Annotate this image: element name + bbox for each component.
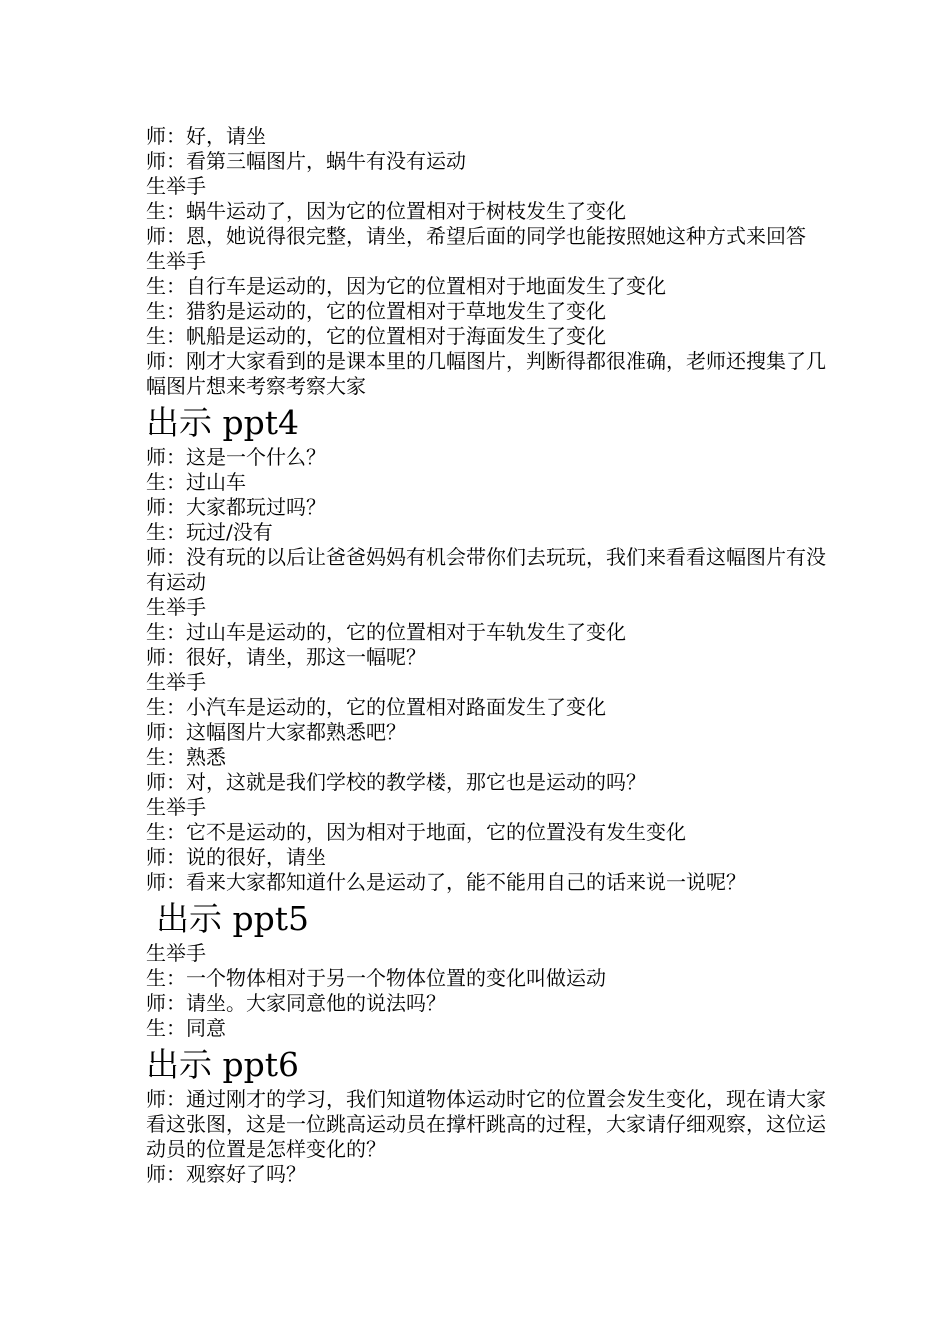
section-heading-ppt5: 出示 ppt5	[156, 899, 309, 938]
document-page	[146, 124, 826, 1187]
dialogue-line: 生：帆船是运动的，它的位置相对于海面发生了变化	[146, 324, 606, 348]
dialogue-line: 师：看第三幅图片，蜗牛有没有运动	[146, 149, 466, 173]
dialogue-line: 生：玩过/没有	[146, 520, 273, 544]
dialogue-line: 师：好，请坐	[146, 124, 266, 148]
dialogue-line: 师：通过刚才的学习，我们知道物体运动时它的位置会发生变化，现在请大家看这张图，这是一位跳高运动员在撑杆跳高的过程，大家请仔细观察，这位运动员的位置是怎样变化的？	[146, 1087, 826, 1161]
dialogue-line: 生：过山车	[146, 470, 246, 494]
dialogue-line: 师：没有玩的以后让爸爸妈妈有机会带你们去玩玩，我们来看看这幅图片有没有运动	[146, 545, 826, 594]
dialogue-line: 师：很好，请坐，那这一幅呢？	[146, 645, 426, 669]
dialogue-line: 师：这幅图片大家都熟悉吧？	[146, 720, 406, 744]
dialogue-line: 生：猎豹是运动的，它的位置相对于草地发生了变化	[146, 299, 606, 323]
dialogue-line: 师：观察好了吗？	[146, 1162, 306, 1186]
dialogue-line: 生：过山车是运动的，它的位置相对于车轨发生了变化	[146, 620, 626, 644]
dialogue-line: 生举手	[146, 941, 206, 965]
section-heading-ppt4: 出示 ppt4	[146, 403, 299, 442]
dialogue-line: 师：看来大家都知道什么是运动了，能不能用自己的话来说一说呢？	[146, 870, 746, 894]
dialogue-line: 生举手	[146, 249, 206, 273]
dialogue-line: 生举手	[146, 670, 206, 694]
dialogue-line: 生举手	[146, 595, 206, 619]
dialogue-line: 生：熟悉	[146, 745, 226, 769]
dialogue-line: 师：大家都玩过吗？	[146, 495, 326, 519]
dialogue-line: 师：恩，她说得很完整，请坐，希望后面的同学也能按照她这种方式来回答	[146, 224, 806, 248]
dialogue-line: 师：说的很好，请坐	[146, 845, 326, 869]
dialogue-line: 生举手	[146, 174, 206, 198]
dialogue-line: 生：一个物体相对于另一个物体位置的变化叫做运动	[146, 966, 606, 990]
dialogue-line: 生举手	[146, 795, 206, 819]
dialogue-line: 师：对，这就是我们学校的教学楼，那它也是运动的吗？	[146, 770, 646, 794]
section-heading-ppt6: 出示 ppt6	[146, 1045, 299, 1084]
dialogue-line: 生：它不是运动的，因为相对于地面，它的位置没有发生变化	[146, 820, 686, 844]
dialogue-line: 生：自行车是运动的，因为它的位置相对于地面发生了变化	[146, 274, 666, 298]
dialogue-line: 生：同意	[146, 1016, 226, 1040]
dialogue-line: 师：刚才大家看到的是课本里的几幅图片，判断得都很准确，老师还搜集了几幅图片想来考察考察大家	[146, 349, 826, 398]
dialogue-line: 师：这是一个什么？	[146, 445, 326, 469]
dialogue-line: 生：蜗牛运动了，因为它的位置相对于树枝发生了变化	[146, 199, 626, 223]
dialogue-line: 师：请坐。大家同意他的说法吗？	[146, 991, 446, 1015]
dialogue-line: 生：小汽车是运动的，它的位置相对路面发生了变化	[146, 695, 606, 719]
